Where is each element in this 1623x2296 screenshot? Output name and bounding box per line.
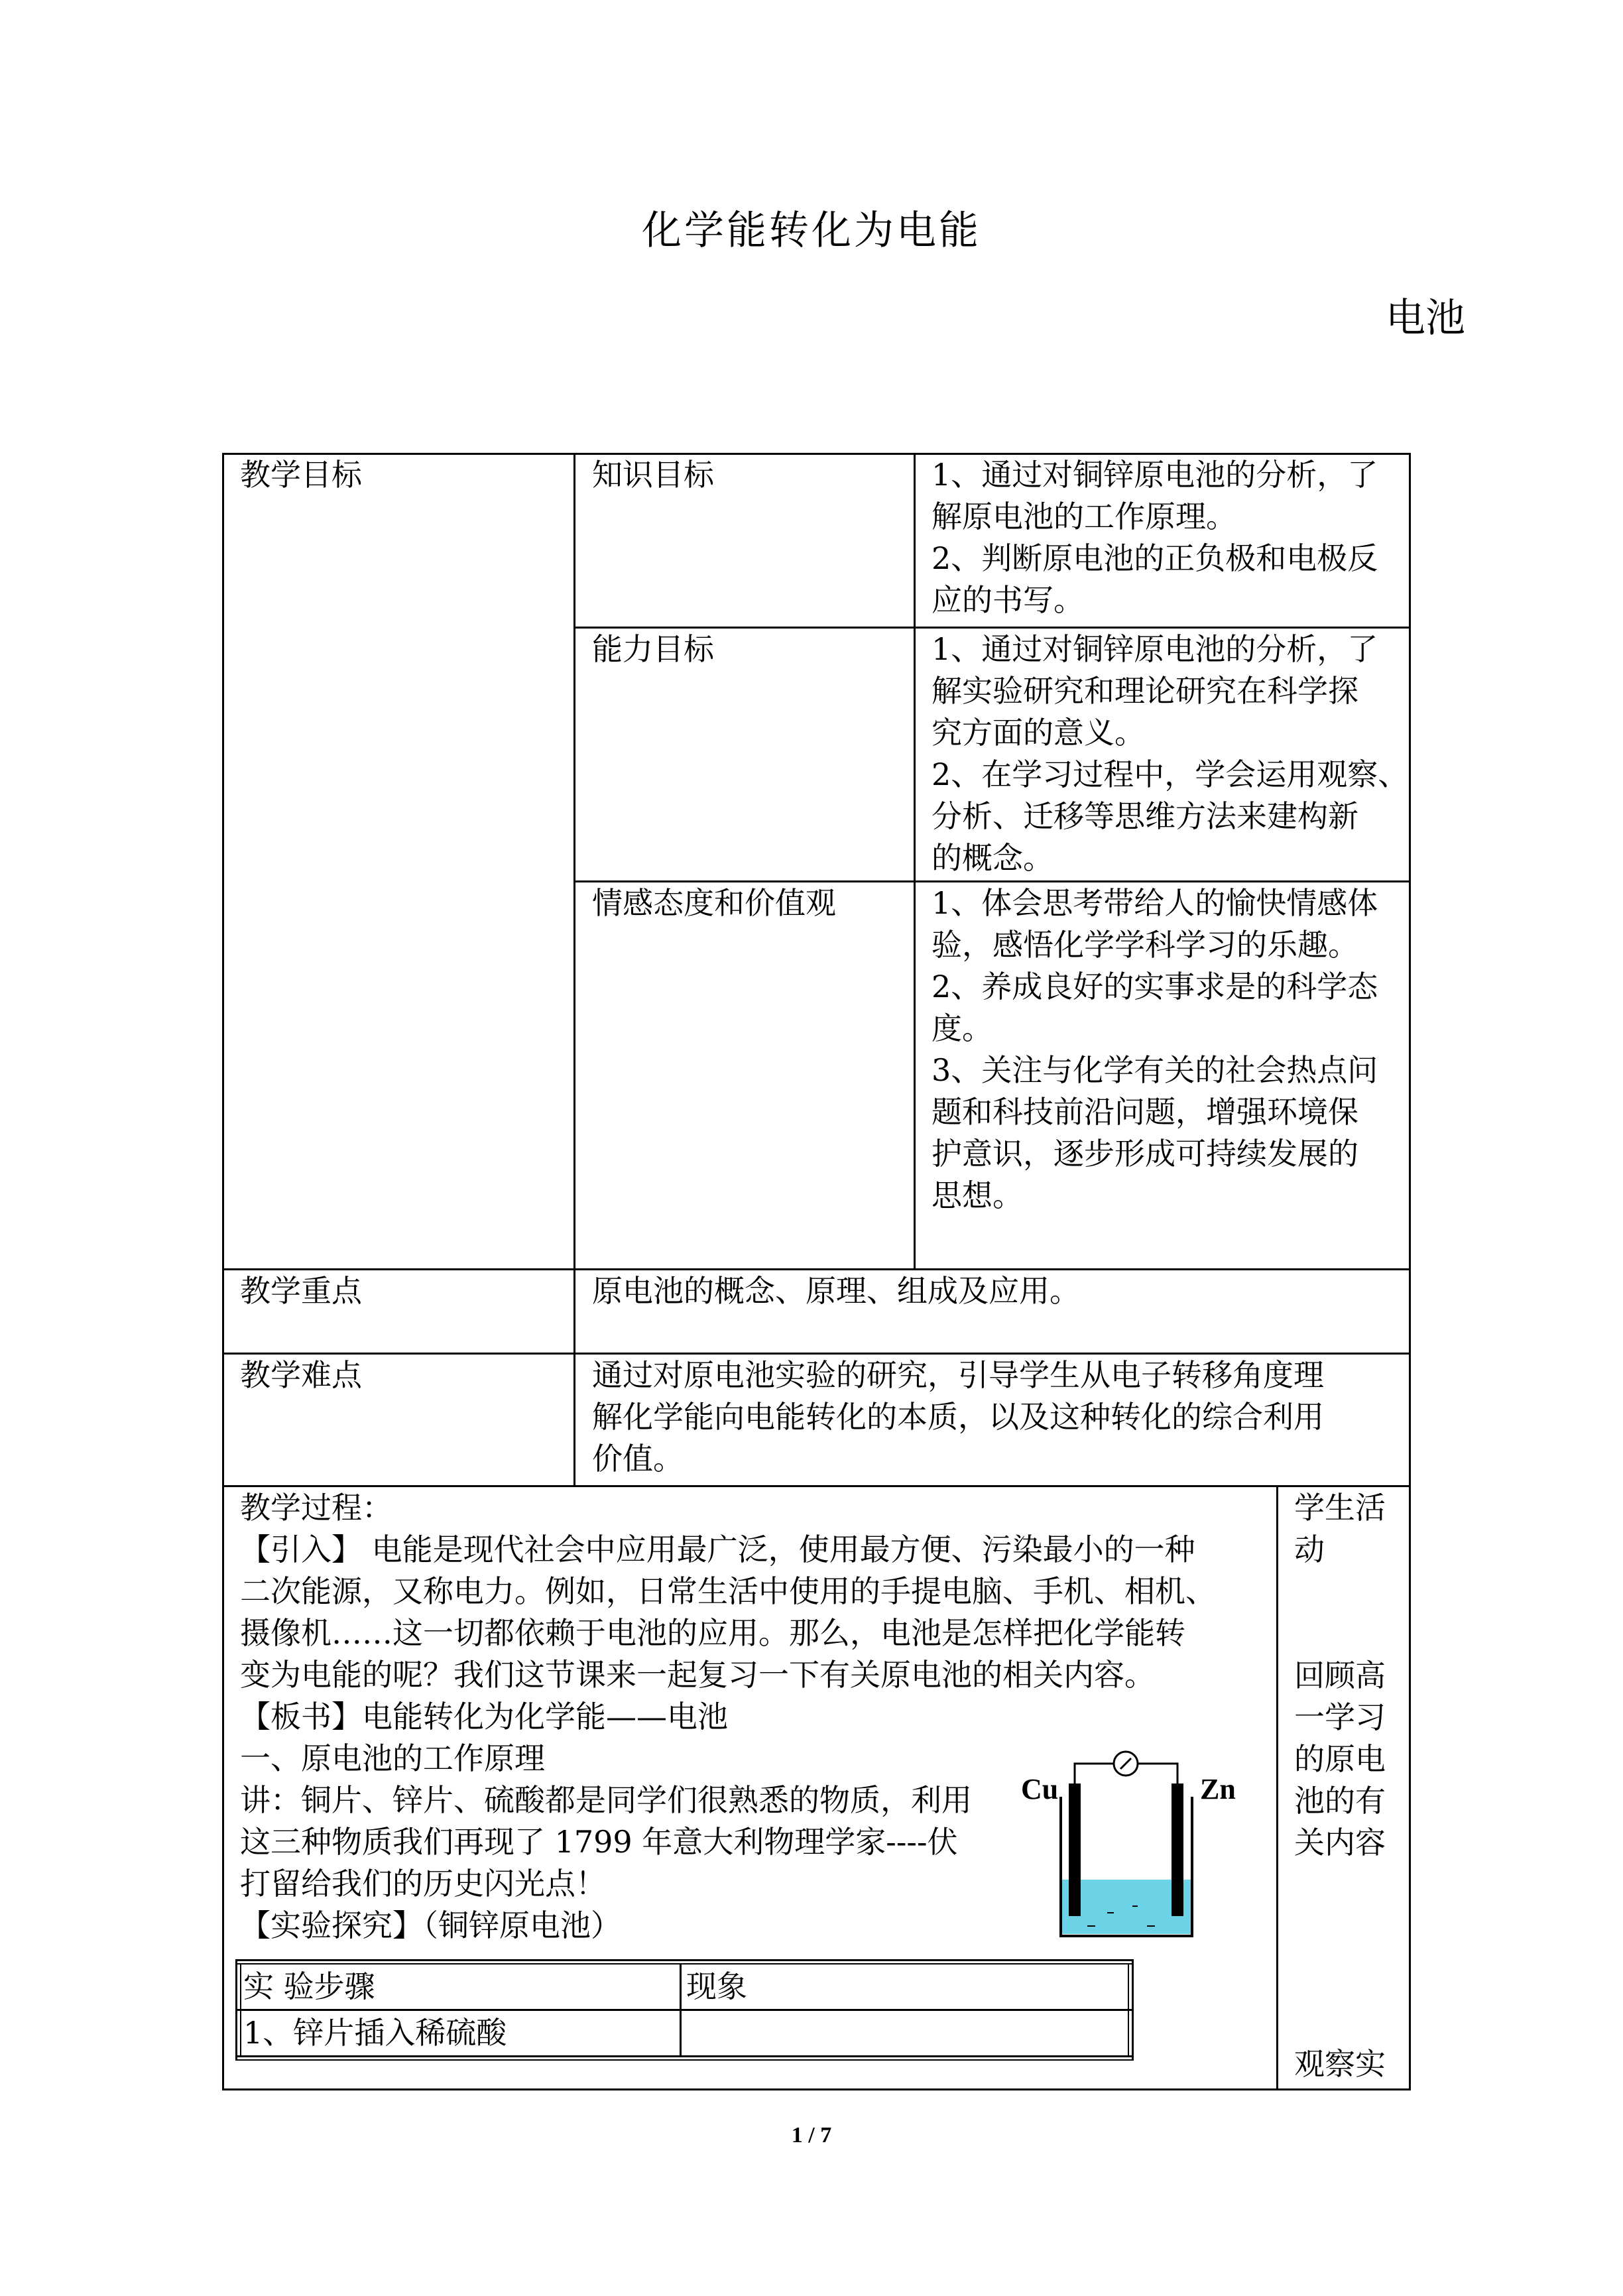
experiment-table [235,1959,1134,2062]
process-line: 【板书】电能转化为化学能——电池 [240,1699,728,1734]
process-line: 【引入】 电能是现代社会中应用最广泛，使用最方便、污染最小的一种 [240,1532,1195,1567]
process-line: 变为电能的呢？我们这节课来一起复习一下有关原电池的相关内容。 [240,1657,1155,1693]
electrolyte-liquid [1062,1880,1191,1934]
experiment-header-step: 实 验步骤 [243,1968,375,2004]
objective-items-knowledge: 1、通过对铜锌原电池的分析，了 解原电池的工作原理。 2、判断原电池的正负极和电极反 应的书写。 [932,457,1378,618]
student-activity-observe: 观察实 [1294,2046,1386,2082]
cu-electrode [1069,1783,1081,1916]
objective-items-emotion: 1、体会思考带给人的愉快情感体 验，感悟化学学科学习的乐趣。 2、养成良好的实事求是的科学态 度。 3、关注与化学有关的社会热点问 题和科技前沿问题，增强环境保 护意识，逐步形成可持续发展的 思想。 [932,885,1378,1213]
student-activity-review: 回顾高 一学习 的原电 池的有 关内容 [1294,1658,1386,1860]
key-point-text: 原电池的概念、原理、组成及应用。 [592,1273,1080,1309]
difficulty-label: 教学难点 [240,1357,362,1393]
process-line: 教学过程： [240,1490,392,1526]
process-line: 这三种物质我们再现了 1799 年意大利物理学家----伏 [240,1824,958,1860]
process-line: 二次能源，又称电力。例如，日常生活中使用的手提电脑、手机、相机、 [240,1573,1216,1609]
zn-label: Zn [1200,1773,1236,1805]
experiment-row-step: 1、锌片插入稀硫酸 [243,2015,507,2051]
process-line: 打留给我们的历史闪光点！ [240,1866,606,1902]
process-line: 讲：铜片、锌片、硫酸都是同学们很熟悉的物质，利用 [240,1782,972,1818]
objective-category-emotion: 情感态度和价值观 [592,885,836,921]
cu-label: Cu [1021,1773,1059,1805]
objective-items-ability: 1、通过对铜锌原电池的分析，了 解实验研究和理论研究在科学探 究方面的意义。 2、在学习过程中，学会运用观察、 分析、迁移等思维方法来建构新 的概念。 [932,631,1409,876]
process-line: 【实验探究】（铜锌原电池） [240,1907,621,1943]
experiment-header-phenomenon: 现象 [686,1968,747,2004]
objective-category-knowledge: 知识目标 [592,457,714,493]
objective-category-ability: 能力目标 [592,631,714,667]
galvanic-cell-diagram [1014,1737,1240,1956]
wire-right [1138,1764,1177,1785]
page-subtitle: 电池 [1386,295,1465,341]
process-line: 摄像机……这一切都依赖于电池的应用。那么，电池是怎样把化学能转 [240,1615,1185,1651]
student-activity-heading: 学生活 动 [1294,1490,1386,1567]
difficulty-text: 通过对原电池实验的研究，引导学生从电子转移角度理 解化学能向电能转化的本质，以及这种转化的综合利用 价值。 [592,1357,1324,1477]
page-title: 化学能转化为电能 [642,208,981,254]
process-line: 一、原电池的工作原理 [240,1740,545,1776]
objectives-label: 教学目标 [240,457,362,493]
zn-electrode [1172,1783,1183,1916]
key-point-label: 教学重点 [240,1273,362,1309]
page-number: 1 / 7 [791,2123,832,2147]
wire-left [1075,1764,1114,1785]
